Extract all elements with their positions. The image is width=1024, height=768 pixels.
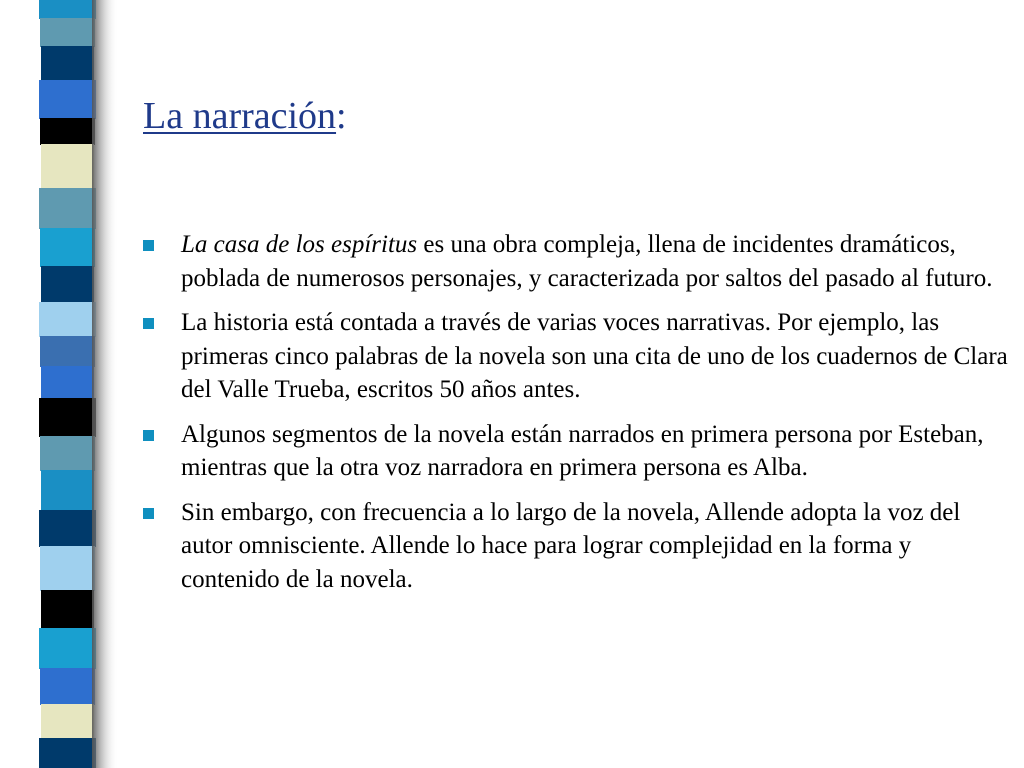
decor-block: [40, 228, 95, 267]
square-bullet-icon: [143, 430, 154, 441]
decor-block: [39, 302, 96, 337]
decor-block: [39, 738, 96, 768]
decor-block: [41, 470, 94, 511]
decor-block: [39, 0, 96, 19]
decor-block: [39, 398, 96, 437]
bullet-item-1: [140, 228, 1010, 295]
decor-block: [41, 366, 94, 399]
book-title: La casa de los espíritus: [181, 231, 418, 258]
decor-block: [41, 46, 94, 81]
slide-title-colon: :: [336, 95, 347, 137]
bullet-item-3: [140, 418, 1010, 485]
bullet-text: La historia está contada a través de varias voces narrativas. Por ejemplo, las primeras cinco palabras de la novela son una cita de uno de los cuadernos de Clara del Valle Trueba, escritos 50 años antes.: [181, 309, 1008, 403]
decor-block: [41, 590, 94, 629]
decor-block: [40, 118, 95, 145]
decor-block: [40, 436, 95, 471]
decor-block: [39, 80, 96, 119]
decor-block: [41, 144, 94, 189]
decor-block: [39, 510, 96, 547]
decor-shadow: [92, 0, 118, 768]
bullet-text: Algunos segmentos de la novela están narrados en primera persona por Esteban, mientras que la otra voz narradora en primera persona es Alba.: [181, 420, 984, 481]
decor-block: [39, 628, 96, 669]
decor-block: [41, 704, 94, 739]
square-bullet-icon: [143, 508, 154, 519]
decor-block: [41, 266, 94, 303]
decor-block: [40, 18, 95, 47]
decor-block: [40, 668, 95, 705]
decorative-color-strip: [0, 0, 120, 768]
slide-title: [143, 94, 347, 138]
bullet-item-4: [140, 496, 1010, 597]
bullet-text: es una obra compleja, llena de incidentes dramáticos, poblada de numerosos personajes, y caracterizada por saltos del pasado al futuro.: [181, 231, 993, 292]
decor-block: [40, 336, 95, 367]
bullet-item-2: [140, 306, 1010, 407]
decor-block: [40, 546, 95, 591]
bullet-list: [140, 228, 1010, 607]
square-bullet-icon: [143, 318, 154, 329]
square-bullet-icon: [143, 240, 154, 251]
slide-title-text: La narración: [143, 95, 337, 137]
decor-block: [39, 188, 96, 229]
bullet-text: Sin embargo, con frecuencia a lo largo de la novela, Allende adopta la voz del autor omnisciente. Allende lo hace para lograr complejidad en la forma y contenido de la novela.: [181, 498, 961, 593]
